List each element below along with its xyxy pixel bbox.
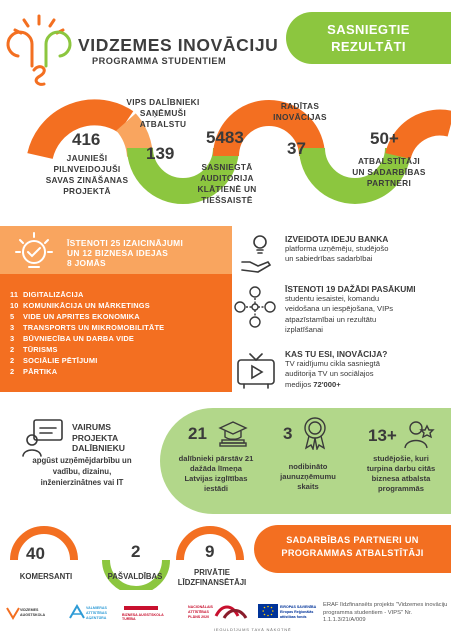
participants-title: VAIRUMS PROJEKTA DALĪBNIEKU xyxy=(72,422,125,453)
eu-flag-icon xyxy=(258,604,278,618)
partners-label-municipalities: PAŠVALDĪBAS xyxy=(107,572,163,581)
turiba-logo-stripes xyxy=(124,606,158,610)
books-icon xyxy=(216,418,250,448)
partners-value-companies: 40 xyxy=(26,544,45,563)
partners-value-private: 9 xyxy=(205,542,215,561)
idea-bank-block: IZVEIDOTA IDEJU BANKA platforma uzņēmēju, studējošo un sabiedrības sadarbībai xyxy=(285,234,389,264)
list-item: 2 PĀRTIKA xyxy=(10,367,58,376)
events-block: ĪSTENOTI 19 DAŽĀDI PASĀKUMI studentu iesaistei, komandu veidošana un iespējošana, VIPs atpazīstamībai un rezultātu izplatīšanai xyxy=(285,284,416,334)
stat-label-innovations: RADĪTAS INOVĀCIJAS xyxy=(273,101,327,122)
list-item: 10 KOMUNIKĀCIJA UN MĀRKETINGS xyxy=(10,301,150,310)
footer-logo-text-nap: NACIONĀLAIS ATTĪSTĪBAS PLĀNS 2020 xyxy=(188,605,213,619)
stat-value-innovations: 37 xyxy=(287,139,306,158)
checkmark-bulb-icon xyxy=(14,230,54,272)
vidzemes-augstskola-logo xyxy=(6,606,20,620)
stat-value-supported: 139 xyxy=(146,144,175,163)
tv-block: KAS TU ESI, INOVĀCIJA? TV raidījumu cikla sasniegtā auditorija TV un sociālajos medijos 72'000+ xyxy=(285,349,388,389)
list-item: 2 SOCIĀLIE PĒTĪJUMI xyxy=(10,356,98,365)
green-stat-value-students: 13+ xyxy=(368,426,397,445)
partners-label-private: PRIVĀTIE LĪDZFINANSĒTĀJI xyxy=(177,568,247,587)
program-subtitle: PROGRAMMA STUDENTIEM xyxy=(92,56,227,66)
network-people-icon xyxy=(232,284,278,330)
participants-description: apgūst uzņēmējdarbību un vadību, dizainu, inženierzinātnes vai IT xyxy=(32,456,132,487)
list-item: 5 VIDE UN APRITES EKONOMIKA xyxy=(10,312,140,321)
hand-bulb-icon xyxy=(240,232,274,274)
partners-value-municipalities: 2 xyxy=(131,542,141,561)
footer-logo-text-vaa: VALMIERAS ATTĪSTĪBAS AĢENTŪRA xyxy=(86,606,107,620)
stat-label-supported: VIPS DALĪBNIEKI SAŅĒMUŠI ATBALSTU xyxy=(126,97,200,129)
list-item: 3 BŪVNIECĪBA UN DARBA VIDE xyxy=(10,334,135,343)
green-stat-value-institutions: 21 xyxy=(188,424,207,443)
footer-slogan: IEGULDĪJUMS TAVĀ NĀKOTNĒ xyxy=(214,627,292,632)
green-stat-label-institutions: dalībnieki pārstāv 21 dažāda līmeņa Latvijas izglītības iestādi xyxy=(178,454,254,493)
list-item: 2 TŪRISMS xyxy=(10,345,58,354)
green-stat-label-students: studējošie, kuri turpina darbu citās biznesa atbalsta programmās xyxy=(366,454,436,493)
presenter-icon xyxy=(22,418,64,458)
program-title: VIDZEMES INOVĀCIJU xyxy=(78,35,279,55)
footer-logo-text-turiba: BIZNESA AUGSTSKOLA TURĪBA xyxy=(122,613,164,621)
partners-badge: SADARBĪBAS PARTNERI UN PROGRAMMAS ATBALSTĪTĀJI xyxy=(254,525,451,573)
results-badge: SASNIEGTIE REZULTĀTI xyxy=(286,12,451,64)
vips-logo xyxy=(6,14,76,88)
list-item: 11 DIGITALIZĀCIJA xyxy=(10,290,84,299)
list-item: 3 TRANSPORTS UN MIKROMOBILITĀTE xyxy=(10,323,165,332)
valmieras-agency-logo xyxy=(68,604,86,620)
stat-label-youth: JAUNIEŠI PILNVEIDOJUŠI SAVAS ZINĀŠANAS PROJEKTĀ xyxy=(45,153,129,196)
green-stat-value-startups: 3 xyxy=(283,424,293,443)
stat-value-youth: 416 xyxy=(72,130,101,149)
footer-project-note: ERAF līdzfinansēts projekts "Vidzemes inovāciju programma studentiem - VIPS" Nr. 1.1.1.3/21/A/009 xyxy=(323,602,448,623)
award-ribbon-icon xyxy=(302,416,328,450)
stat-label-audience: SASNIEGTĀ AUDITORIJA KLĀTIENĒ UN TIEŠSAISTĒ xyxy=(197,162,257,205)
stat-value-partners: 50+ xyxy=(370,129,399,148)
green-stat-label-startups: nodibināto jaunuzņēmumu skaits xyxy=(280,462,336,491)
partners-label-companies: KOMERSANTI xyxy=(19,572,73,581)
tv-icon xyxy=(236,352,276,390)
person-star-icon xyxy=(403,418,435,450)
stat-value-audience: 5483 xyxy=(206,128,244,147)
footer-logo-text-va: VIDZEMES AUGSTSKOLA xyxy=(20,608,46,617)
stat-label-partners: ATBALSTĪTĀJI UN SADARBĪBAS PARTNERI xyxy=(352,156,426,188)
ideas-title: ĪSTENOTI 25 IZAICINĀJUMI UN 12 BIZNESA IDEJAS 8 JOMĀS xyxy=(67,238,184,268)
footer-logo-text-eu: EIROPAS SAVIENĪBA Eiropas Reģionālās attīstības fonds xyxy=(280,605,317,619)
ideas-list xyxy=(10,290,164,378)
nap-logo xyxy=(212,602,250,624)
